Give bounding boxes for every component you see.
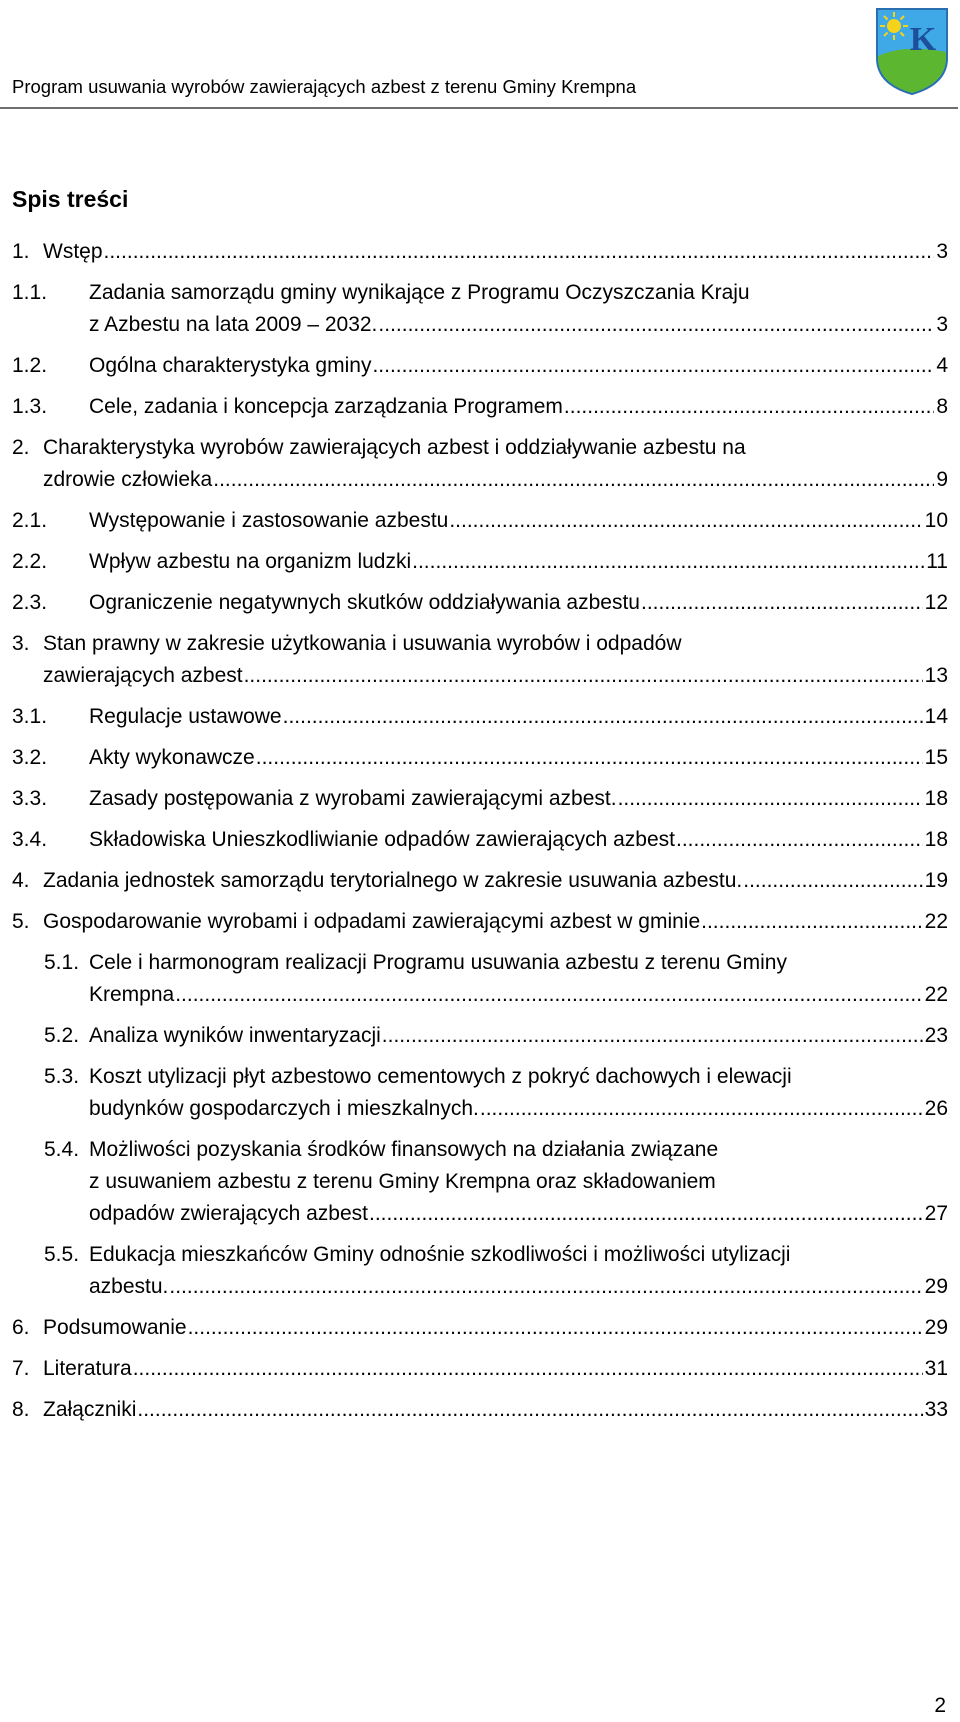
toc-dot-leader <box>449 505 922 537</box>
toc-entry-title-line: Wstęp <box>43 240 103 263</box>
toc-entry-page: 23 <box>924 1024 948 1047</box>
toc-entry[interactable] <box>12 1134 948 1230</box>
toc-entry-title-line: Podsumowanie <box>43 1316 187 1339</box>
toc-entry-number: 1.3. <box>12 395 48 418</box>
toc-entry-number: 6. <box>12 1316 30 1339</box>
toc-entry-number: 5. <box>12 910 30 933</box>
toc-dot-leader <box>618 783 923 815</box>
toc-entry[interactable] <box>12 1312 948 1344</box>
toc-entry-page: 18 <box>924 828 948 851</box>
toc-dot-leader <box>169 1271 922 1303</box>
toc-entry-number: 3.3. <box>12 787 48 810</box>
toc-entry-number: 7. <box>12 1357 30 1380</box>
toc-entry-page: 29 <box>924 1316 948 1339</box>
toc-dot-leader <box>283 701 923 733</box>
toc-entry-page: 18 <box>924 787 948 810</box>
krempna-crest-icon <box>874 6 950 96</box>
toc-entry-number: 2. <box>12 436 30 459</box>
toc-entry-title-line: Załączniki <box>43 1398 137 1421</box>
toc-dot-leader <box>676 824 923 856</box>
toc-entry-number: 5.4. <box>44 1138 80 1161</box>
toc-entry-title-line: Wpływ azbestu na organizm ludzki <box>89 550 412 573</box>
toc-entry-title-line: Edukacja mieszkańców Gminy odnośnie szkodliwości i możliwości utylizacji <box>89 1243 791 1266</box>
toc-entry[interactable] <box>12 824 948 856</box>
toc-entry[interactable] <box>12 546 948 578</box>
toc-entry-number: 1. <box>12 240 30 263</box>
toc-entry[interactable] <box>12 783 948 815</box>
toc-entry-title-line: z usuwaniem azbestu z terenu Gminy Krempna oraz składowaniem <box>89 1170 716 1193</box>
toc-entry-number: 2.1. <box>12 509 48 532</box>
toc-entry-page: 10 <box>924 509 948 532</box>
toc-entry[interactable] <box>12 1061 948 1125</box>
toc-entry-number: 2.2. <box>12 550 48 573</box>
toc-entry-title-line: Składowiska Unieszkodliwianie odpadów zawierających azbest <box>89 828 675 851</box>
toc-entry-page: 19 <box>924 869 948 892</box>
toc-entry-number: 3. <box>12 632 30 655</box>
toc-entry[interactable] <box>12 277 948 341</box>
toc-entry[interactable] <box>12 742 948 774</box>
toc-entry[interactable] <box>12 906 948 938</box>
toc-dot-leader <box>104 236 935 268</box>
toc-entry-number: 5.2. <box>44 1024 80 1047</box>
toc-entry-title-line: Ograniczenie negatywnych skutków oddziaływania azbestu <box>89 591 640 614</box>
toc-entry-title-line: Koszt utylizacji płyt azbestowo cementowych z pokryć dachowych i elewacji <box>89 1065 792 1088</box>
page-header <box>0 0 960 112</box>
toc-dot-leader <box>175 979 922 1011</box>
toc-dot-leader <box>188 1312 923 1344</box>
toc-entry-title-line: Stan prawny w zakresie użytkowania i usuwania wyrobów i odpadów <box>43 632 682 655</box>
toc-entry[interactable] <box>12 350 948 382</box>
toc-entry-title-line: Analiza wyników inwentaryzacji <box>89 1024 381 1047</box>
toc-dot-leader <box>137 1394 922 1426</box>
toc-entry-page: 8 <box>936 395 948 418</box>
toc-entry-page: 12 <box>924 591 948 614</box>
toc-dot-leader <box>378 309 934 341</box>
toc-entry-page: 11 <box>926 550 948 573</box>
toc-entry[interactable] <box>12 1394 948 1426</box>
toc-entry[interactable] <box>12 432 948 496</box>
toc-entry[interactable] <box>12 865 948 897</box>
toc-entry[interactable] <box>12 1353 948 1385</box>
toc-dot-leader <box>701 906 923 938</box>
toc-dot-leader <box>382 1020 923 1052</box>
toc-entry-page: 31 <box>924 1357 948 1380</box>
toc-entry-number: 3.1. <box>12 705 48 728</box>
toc-dot-leader <box>213 464 934 496</box>
toc-entry-title-line: Cele, zadania i koncepcja zarządzania Programem <box>89 395 563 418</box>
toc-entry-number: 2.3. <box>12 591 48 614</box>
toc-entry[interactable] <box>12 391 948 423</box>
toc-entry-number: 3.2. <box>12 746 48 769</box>
toc-dot-leader <box>133 1353 923 1385</box>
header-title: Program usuwania wyrobów zawierających azbest z terenu Gminy Krempna <box>12 76 637 97</box>
toc-dot-leader <box>412 546 924 578</box>
toc-entry-title-line: Charakterystyka wyrobów zawierających azbest i oddziaływanie azbestu na <box>43 436 746 459</box>
toc-entry-title-line: Występowanie i zastosowanie azbestu <box>89 509 449 532</box>
toc-entry-title-line: Regulacje ustawowe <box>89 705 282 728</box>
toc-entry-page: 15 <box>924 746 948 769</box>
toc-entry[interactable] <box>12 1239 948 1303</box>
page-number: 2 <box>934 1694 946 1717</box>
table-of-contents <box>12 236 948 1426</box>
toc-entry-number: 5.5. <box>44 1243 80 1266</box>
toc-entry-title-line: Akty wykonawcze <box>89 746 255 769</box>
toc-entry-number: 5.3. <box>44 1065 80 1088</box>
toc-entry[interactable] <box>12 587 948 619</box>
toc-dot-leader <box>641 587 923 619</box>
toc-entry-title-line: Krempna <box>89 983 175 1006</box>
toc-entry[interactable] <box>12 701 948 733</box>
toc-entry-title-line: budynków gospodarczych i mieszkalnych. <box>89 1097 479 1120</box>
toc-entry-title-line: Zadania jednostek samorządu terytorialnego w zakresie usuwania azbestu. <box>43 869 743 892</box>
toc-entry-page: 27 <box>924 1202 948 1225</box>
toc-dot-leader <box>480 1093 923 1125</box>
toc-entry-number: 4. <box>12 869 30 892</box>
toc-entry-title-line: Gospodarowanie wyrobami i odpadami zawierającymi azbest w gminie <box>43 910 701 933</box>
toc-entry-number: 1.2. <box>12 354 48 377</box>
toc-entry-page: 14 <box>924 705 948 728</box>
toc-entry-title-line: azbestu. <box>89 1275 169 1298</box>
toc-dot-leader <box>564 391 934 423</box>
toc-dot-leader <box>369 1198 923 1230</box>
toc-entry-title-line: Ogólna charakterystyka gminy <box>89 354 372 377</box>
toc-entry-page: 13 <box>924 664 948 687</box>
toc-entry[interactable] <box>12 505 948 537</box>
toc-entry-title-line: z Azbestu na lata 2009 – 2032. <box>89 313 378 336</box>
toc-entry-page: 33 <box>924 1398 948 1421</box>
toc-dot-leader <box>244 660 923 692</box>
toc-entry-title-line: Możliwości pozyskania środków finansowych na działania związane <box>89 1138 719 1161</box>
header-divider <box>0 107 958 109</box>
toc-entry[interactable] <box>12 628 948 692</box>
toc-entry-page: 4 <box>936 354 948 377</box>
toc-entry-page: 3 <box>936 313 948 336</box>
toc-entry-page: 22 <box>924 983 948 1006</box>
toc-entry-title-line: Zasady postępowania z wyrobami zawierającymi azbest. <box>89 787 617 810</box>
toc-heading: Spis treści <box>12 186 129 212</box>
toc-dot-leader <box>256 742 923 774</box>
toc-entry-page: 3 <box>936 240 948 263</box>
toc-entry-number: 3.4. <box>12 828 48 851</box>
crest-letter: K <box>909 21 937 58</box>
toc-entry[interactable] <box>12 1020 948 1052</box>
toc-entry-title-line: zawierających azbest <box>43 664 243 687</box>
toc-entry-title-line: Literatura <box>43 1357 132 1380</box>
toc-entry-title-line: Zadania samorządu gminy wynikające z Programu Oczyszczania Kraju <box>89 281 750 304</box>
toc-entry-number: 1.1. <box>12 281 48 304</box>
toc-entry-title-line: Cele i harmonogram realizacji Programu usuwania azbestu z terenu Gminy <box>89 951 787 974</box>
toc-entry[interactable] <box>12 947 948 1011</box>
toc-entry-number: 8. <box>12 1398 30 1421</box>
toc-entry[interactable] <box>12 236 948 268</box>
toc-entry-title-line: odpadów zwierających azbest <box>89 1202 368 1225</box>
toc-dot-leader <box>743 865 922 897</box>
toc-dot-leader <box>372 350 934 382</box>
toc-entry-page: 22 <box>924 910 948 933</box>
toc-entry-number: 5.1. <box>44 951 80 974</box>
toc-entry-page: 9 <box>936 468 948 491</box>
toc-entry-page: 29 <box>924 1275 948 1298</box>
toc-entry-title-line: zdrowie człowieka <box>43 468 213 491</box>
toc-entry-page: 26 <box>924 1097 948 1120</box>
